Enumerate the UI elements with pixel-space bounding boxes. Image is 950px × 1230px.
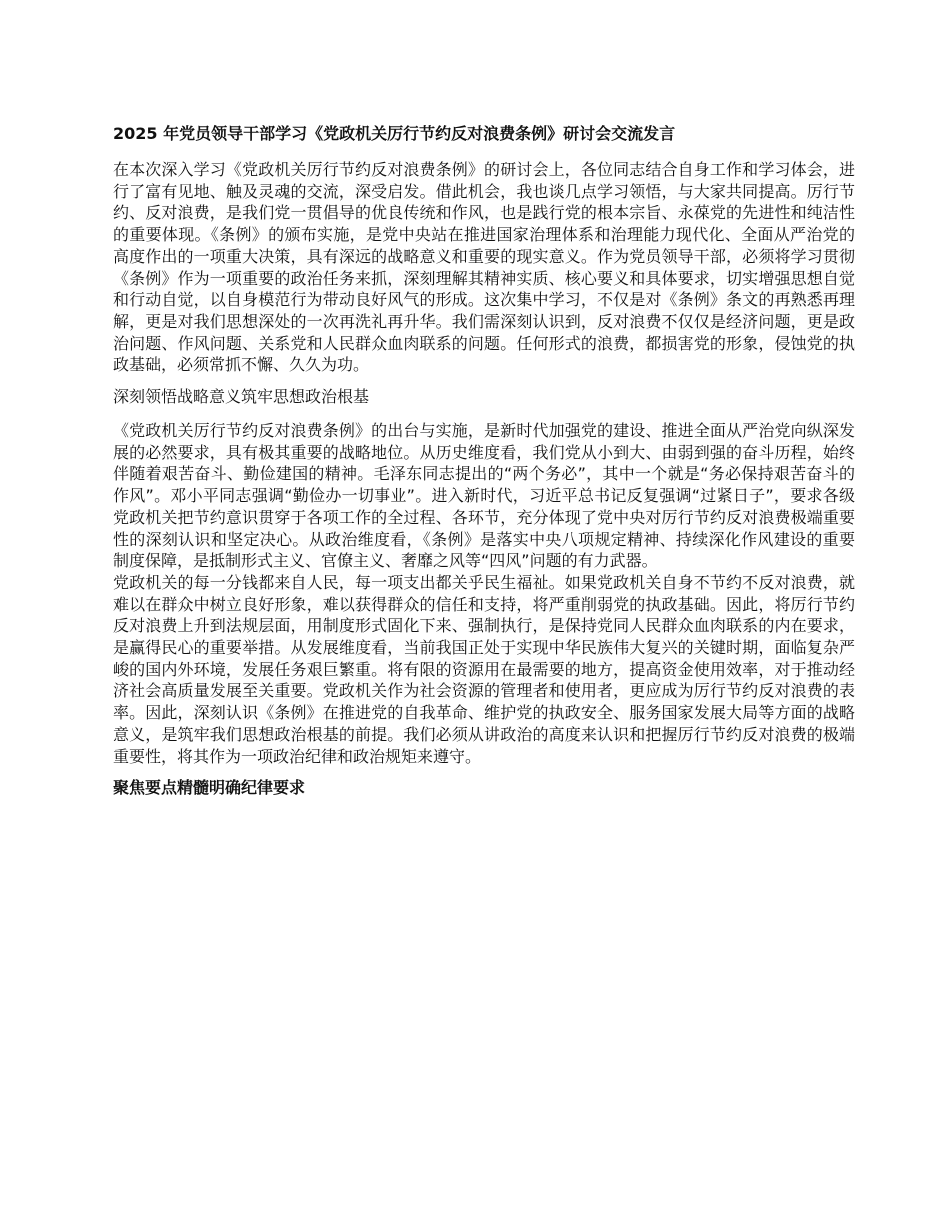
intro-paragraph: 在本次深入学习《党政机关厉行节约反对浪费条例》的研讨会上，各位同志结合自身工作和学习体会，进行了富有见地、触及灵魂的交流，深受启发。借此机会，我也谈几点学习领悟，与大家共同提高。厉行节约、反对浪费，是我们党一贯倡导的优良传统和作风，也是践行党的根本宗旨、永葆党的先进性和纯洁性的重要体现。《条例》的颁布实施，是党中央站在推进国家治理体系和治理能力现代化、全面从严治党的高度作出的一项重大决策，具有深远的战略意义和重要的现实意义。作为党员领导干部，必须将学习贯彻《条例》作为一项重要的政治任务来抓，深刻理解其精神实质、核心要义和具体要求，切实增强思想自觉和行动自觉，以自身模范行为带动良好风气的形成。这次集中学习，不仅是对《条例》条文的再熟悉再理解，更是对我们思想深处的一次再洗礼再升华。我们需深刻认识到，反对浪费不仅仅是经济问题，更是政治问题、作风问题、关系党和人民群众血肉联系的问题。任何形式的浪费，都损害党的形象，侵蚀党的执政基础，必须常抓不懈、久久为功。 (113, 160, 855, 375)
document-title: 2025 年党员领导干部学习《党政机关厉行节约反对浪费条例》研讨会交流发言 (113, 124, 676, 143)
document-page (113, 122, 855, 811)
section-heading-strategic-significance: 深刻领悟战略意义筑牢思想政治根基 (113, 387, 370, 407)
section1-paragraph-2: 党政机关的每一分钱都来自人民，每一项支出都关乎民生福祉。如果党政机关自身不节约不反对浪费，就难以在群众中树立良好形象，难以获得群众的信任和支持，将严重削弱党的执政基础。因此，将厉行节约反对浪费上升到法规层面，用制度形式固化下来、强制执行，是保持党同人民群众血肉联系的内在要求，是赢得民心的重要举措。从发展维度看，当前我国正处于实现中华民族伟大复兴的关键时期，面临复杂严峻的国内外环境，发展任务艰巨繁重。将有限的资源用在最需要的地方，提高资金使用效率，对于推动经济社会高质量发展至关重要。党政机关作为社会资源的管理者和使用者，更应成为厉行节约反对浪费的表率。因此，深刻认识《条例》在推进党的自我革命、维护党的执政安全、服务国家发展大局等方面的战略意义，是筑牢我们思想政治根基的前提。我们必须从讲政治的高度来认识和把握厉行节约反对浪费的极端重要性，将其作为一项政治纪律和政治规矩来遵守。 (113, 572, 855, 766)
section1-paragraph-1: 《党政机关厉行节约反对浪费条例》的出台与实施，是新时代加强党的建设、推进全面从严治党向纵深发展的必然要求，具有极其重要的战略地位。从历史维度看，我们党从小到大、由弱到强的奋斗历程，始终伴随着艰苦奋斗、勤俭建国的精神。毛泽东同志提出的“两个务必”，其中一个就是“务必保持艰苦奋斗的作风”。邓小平同志强调“勤俭办一切事业”。进入新时代，习近平总书记反复强调“过紧日子”，要求各级党政机关把节约意识贯穿于各项工作的全过程、各环节，充分体现了党中央对厉行节约反对浪费极端重要性的深刻认识和坚定决心。从政治维度看，《条例》是落实中央八项规定精神、持续深化作风建设的重要制度保障，是抵制形式主义、官僚主义、奢靡之风等“四风”问题的有力武器。 (113, 421, 855, 571)
section-heading-discipline-requirements: 聚焦要点精髓明确纪律要求 (113, 778, 306, 798)
